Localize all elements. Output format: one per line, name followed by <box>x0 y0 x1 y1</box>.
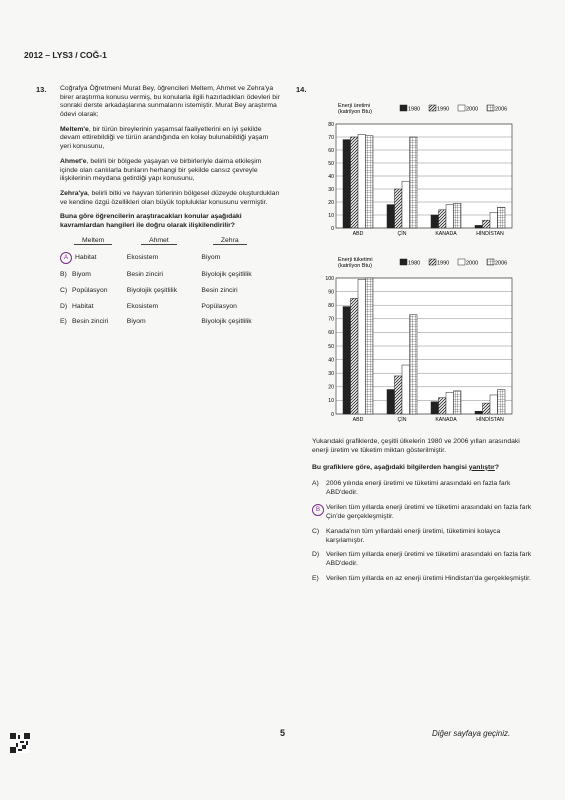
header-meltem: Meltem <box>74 237 112 245</box>
bar-ÇİN-2000 <box>402 181 410 228</box>
legend-label-2006: 2006 <box>495 106 508 113</box>
bar-HİNDİSTAN-1980 <box>475 225 483 228</box>
qr-code-icon <box>10 733 30 753</box>
bar-HİNDİSTAN-2006 <box>498 207 506 228</box>
bar-ÇİN-2006 <box>410 315 418 414</box>
bar-ABD-2000 <box>358 279 366 414</box>
exam-header: 2012 – LYS3 / COĞ-1 <box>24 50 107 60</box>
q13-paragraph-zehra: Zehra'ya, belirli bitki ve hayvan türlerinin bölgesel düzeyde oluşturdukları ve kendine özgü özellikleri olan büyük topluluklar konusunu vermiştir. <box>60 189 280 206</box>
y-tick-label: 20 <box>328 199 334 206</box>
y-tick-label: 10 <box>328 398 334 405</box>
legend-label-1990: 1990 <box>437 106 450 113</box>
bar-ABD-1990 <box>351 298 359 414</box>
q13-question: Buna göre öğrencilerin araştıracakları konular aşağıdaki kavramlardan hangileri ile doğru olarak ilişkilendirilir? <box>60 213 242 229</box>
question-14 <box>312 438 532 590</box>
bar-HİNDİSTAN-2000 <box>490 212 498 228</box>
bar-ABD-1990 <box>351 137 359 228</box>
bar-KANADA-1990 <box>439 398 447 414</box>
q13-paragraph-ahmet: Ahmet'e, belirli bir bölgede yaşayan ve birbirleriyle daima etkileşim içinde olan canlılarla bunların herhangi bir şekilde cansız çevreyle ilişkilerinin meydana getirdiği yapı konusunu, <box>60 157 262 183</box>
legend-label-2006: 2006 <box>495 260 508 267</box>
option-d[interactable]: D) Habitat Ekosistem Popülasyon <box>60 302 237 310</box>
q13-paragraph-meltem: Meltem'e, bir türün bireylerinin yaşamsal faaliyetlerini en iyi şekilde devam ettirebildiği ve türün arandığında en kolay bulunabildiği yaşam yeri konusunu, <box>60 125 269 151</box>
q14-option-d[interactable]: D) Verilen tüm yıllarda enerji üretimi ve tüketimi arasındaki en fazla fark ABD'dedir. <box>312 551 532 568</box>
next-page-note: Diğer sayfaya geçiniz. <box>432 729 511 738</box>
legend-swatch-2000 <box>458 105 465 111</box>
y-tick-label: 60 <box>328 147 334 154</box>
legend-swatch-1980 <box>400 105 407 111</box>
selected-answer-circle-icon: B <box>312 504 324 516</box>
x-tick-label: KANADA <box>435 417 457 423</box>
bar-KANADA-1980 <box>431 402 439 414</box>
y-tick-label: 30 <box>328 371 334 377</box>
legend-swatch-2006 <box>487 105 494 111</box>
bar-KANADA-2000 <box>446 392 454 414</box>
y-tick-label: 100 <box>325 275 334 282</box>
y-tick-label: 50 <box>328 343 334 350</box>
chart-subtitle: (katrilyon Btu) <box>338 263 372 269</box>
y-tick-label: 70 <box>328 316 334 323</box>
chart-title: Enerji üretimi <box>338 103 371 109</box>
q14-option-e[interactable]: E) Verilen tüm yıllarda en az enerji üretimi Hindistan'da gerçekleşmiştir. <box>312 575 531 583</box>
y-tick-label: 60 <box>328 330 334 337</box>
legend-swatch-1990 <box>429 105 436 111</box>
y-tick-label: 40 <box>328 357 334 364</box>
legend-swatch-1990 <box>429 259 436 265</box>
bar-KANADA-1980 <box>431 215 439 228</box>
x-tick-label: ÇİN <box>397 231 407 237</box>
y-tick-label: 30 <box>328 186 334 193</box>
question-14-number: 14. <box>296 85 307 94</box>
bar-ABD-1980 <box>343 307 351 414</box>
bar-KANADA-2006 <box>454 203 462 228</box>
legend-label-1980: 1980 <box>408 106 421 113</box>
bar-ÇİN-1980 <box>387 205 395 228</box>
option-a[interactable]: A Habitat Ekosistem Biyom <box>60 252 280 264</box>
x-tick-label: KANADA <box>435 231 457 237</box>
q14-description: Yukarıdaki grafiklerde, çeşitli ülkelerin 1980 ve 2006 yılları arasındaki enerji üretim ve tüketim miktarı gösterilmiştir. <box>312 438 520 454</box>
header-ahmet: Ahmet <box>141 237 177 245</box>
q13-intro: Coğrafya Öğretmeni Murat Bey, öğrencileri Meltem, Ahmet ve Zehra'ya birer araştırma konusu vermiş, bu konularla ilgili hazırladıkları ödevleri bir sonraki derste arkadaşlarına sunmalarını istemiştir. Murat Bey araştırma ödevi olarak; <box>60 85 280 119</box>
page-number: 5 <box>280 728 286 738</box>
y-tick-label: 50 <box>328 160 334 167</box>
y-tick-label: 80 <box>328 303 334 309</box>
option-b[interactable]: B) Biyom Besin zinciri Biyolojik çeşitlilik <box>60 271 252 279</box>
y-tick-label: 40 <box>328 173 334 180</box>
y-tick-label: 0 <box>331 225 334 232</box>
q14-option-a[interactable]: A) 2006 yılında enerji üretimi ve tüketimi arasındaki en fazla fark ABD'dedir. <box>312 480 511 497</box>
bar-ABD-2000 <box>358 134 366 228</box>
bar-ÇİN-2006 <box>410 137 418 228</box>
q13-options-table <box>60 237 280 327</box>
legend-label-2000: 2000 <box>466 260 479 267</box>
selected-answer-circle-icon: A <box>60 252 72 264</box>
chart-title: Enerji tüketimi <box>338 257 373 263</box>
bar-HİNDİSTAN-1990 <box>483 220 491 228</box>
legend-swatch-2000 <box>458 259 465 265</box>
bar-KANADA-2000 <box>446 205 454 228</box>
y-tick-label: 0 <box>331 411 334 418</box>
q14-option-b[interactable]: B Verilen tüm yıllarda enerji üretimi ve tüketimi arasındaki en fazla fark Çin'de gerçekleşmiştir. <box>312 504 532 522</box>
bar-ABD-2006 <box>366 136 374 228</box>
x-tick-label: ABD <box>352 417 364 423</box>
bar-ÇİN-1990 <box>395 376 403 414</box>
y-tick-label: 20 <box>328 384 334 391</box>
bar-HİNDİSTAN-1990 <box>483 403 491 414</box>
chart-subtitle: (katrilyon Btu) <box>338 109 372 115</box>
y-tick-label: 90 <box>328 289 334 296</box>
option-e[interactable]: E) Besin zinciri Biyom Biyolojik çeşitlilik <box>60 318 252 326</box>
question-13-number: 13. <box>36 85 47 94</box>
option-c[interactable]: C) Popülasyon Biyolojik çeşitlilik Besin zinciri <box>60 287 238 294</box>
y-tick-label: 10 <box>328 212 334 219</box>
q13-table-header <box>60 237 280 246</box>
y-tick-label: 80 <box>328 121 334 128</box>
bar-HİNDİSTAN-1980 <box>475 411 483 414</box>
bar-ÇİN-1990 <box>395 189 403 228</box>
bar-ÇİN-1980 <box>387 390 395 414</box>
bar-KANADA-1990 <box>439 210 447 228</box>
legend-label-2000: 2000 <box>466 106 479 113</box>
header-zehra: Zehra <box>213 237 247 245</box>
bar-ÇİN-2000 <box>402 365 410 414</box>
bar-HİNDİSTAN-2000 <box>490 395 498 414</box>
legend-swatch-2006 <box>487 259 494 265</box>
energy-consumption-chart <box>320 254 520 428</box>
x-tick-label: ÇİN <box>397 417 407 423</box>
legend-label-1990: 1990 <box>437 260 450 267</box>
legend-label-1980: 1980 <box>408 260 421 267</box>
bar-HİNDİSTAN-2006 <box>498 390 506 414</box>
bar-ABD-1980 <box>343 140 351 228</box>
legend-swatch-1980 <box>400 259 407 265</box>
x-tick-label: HİNDİSTAN <box>476 417 504 423</box>
question-13 <box>60 85 280 327</box>
energy-production-chart <box>320 100 520 242</box>
bar-ABD-2006 <box>366 278 374 414</box>
q14-option-c[interactable]: C) Kanada'nın tüm yıllardaki enerji üretimi, tüketimini kolayca karşılamıştır. <box>312 527 501 544</box>
x-tick-label: HİNDİSTAN <box>476 231 504 237</box>
x-tick-label: ABD <box>352 231 364 237</box>
q14-question: Bu grafiklere göre, aşağıdaki bilgilerden hangisi yanlıştır? <box>312 463 499 471</box>
y-tick-label: 70 <box>328 134 334 141</box>
bar-KANADA-2006 <box>454 391 462 414</box>
